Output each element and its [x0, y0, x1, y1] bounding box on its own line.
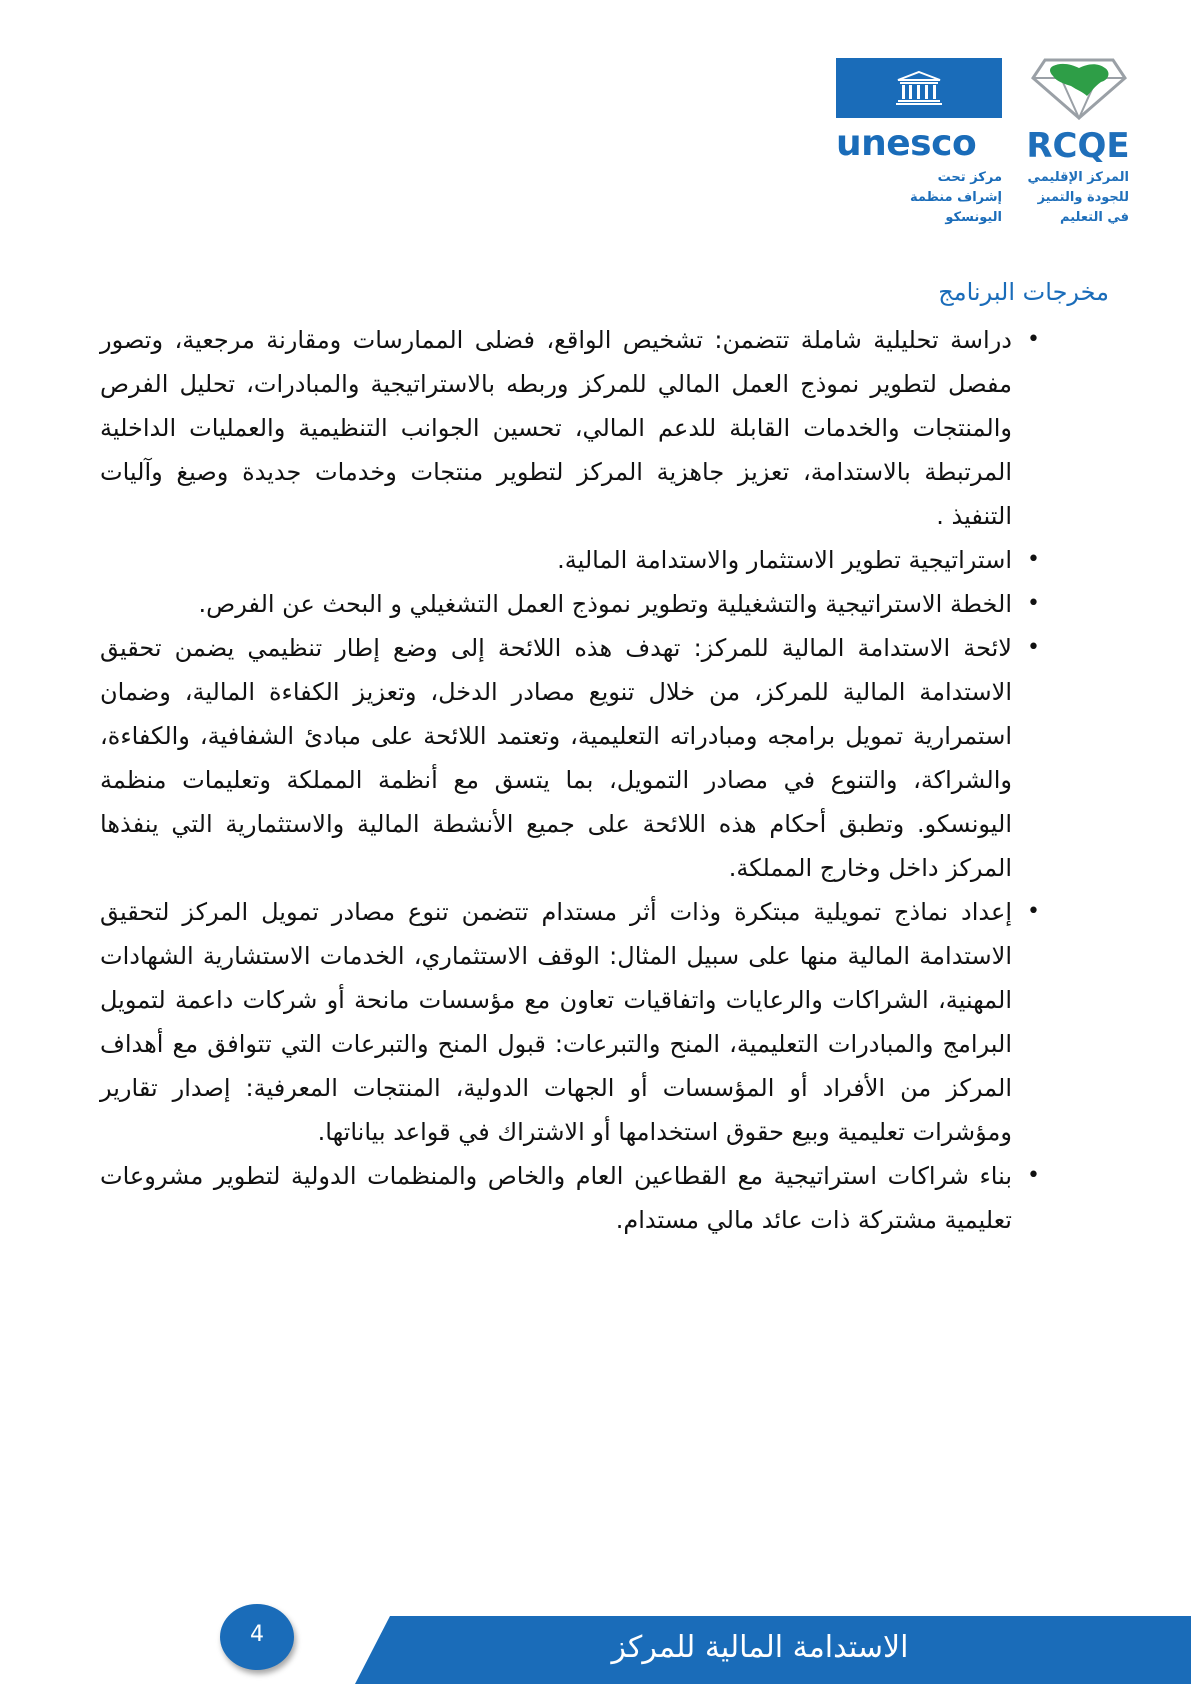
rcqe-title: RCQE [1026, 126, 1130, 166]
unesco-line: إشراف منظمة [909, 190, 1002, 205]
unesco-logo [836, 58, 1006, 228]
rcqe-logo [1023, 52, 1133, 227]
unesco-subtitle [902, 168, 1002, 228]
list-item: • لائحة الاستدامة المالية للمركز: تهدف هذه اللائحة إلى وضع إطار تنظيمي يضمن تحقيق الاستدامة المالية للمركز، من خلال تنويع مصادر الدخل، وتعزيز الكفاءة المالية، وضمان استمرارية تمويل برامجه ومبادراته التعليمية، وتعتمد اللائحة على مبادئ الشفافية، والكفاءة، والشراكة، والتنوع في مصادر التمويل، بما يتسق مع أنظمة المملكة وتعليمات منظمة اليونسكو. وتطبق أحكام هذه اللائحة على جميع الأنشطة المالية والاستثمارية التي ينفذها المركز داخل وخارج المملكة. [100, 626, 1012, 890]
rcqe-line: للجودة والتميز [1037, 190, 1129, 205]
rcqe-line: في التعليم [1060, 210, 1129, 225]
list-item: • بناء شراكات استراتيجية مع القطاعين العام والخاص والمنظمات الدولية لتطوير مشروعات تعليمية مشتركة ذات عائد مالي مستدام. [100, 1154, 1012, 1242]
rcqe-line: المركز الإقليمي [1027, 170, 1129, 185]
unesco-line: اليونسكو [945, 210, 1002, 225]
unesco-emblem-box [836, 58, 1002, 118]
rcqe-subtitle [1019, 168, 1129, 228]
footer-title: الاستدامة المالية للمركز [611, 1630, 909, 1665]
page-number-badge: 4 [220, 1604, 294, 1670]
list-item: • دراسة تحليلية شاملة تتضمن: تشخيص الواقع، فضلى الممارسات ومقارنة مرجعية، وتصور مفصل لتطوير نموذج العمل المالي للمركز وربطه بالاستراتيجية والمبادرات، تحليل الفرص والمنتجات والخدمات القابلة للدعم المالي، تحسين الجوانب التنظيمية والعمليات الداخلية المرتبطة بالاستدامة، تعزيز جاهزية المركز لتطوير منتجات وخدمات جديدة وصيغ وآليات التنفيذ . [100, 318, 1012, 538]
unesco-wordmark: unesco [836, 123, 977, 164]
unesco-line: مركز تحت [937, 170, 1002, 185]
list-item: • إعداد نماذج تمويلية مبتكرة وذات أثر مستدام تتضمن تنوع مصادر تمويل المركز لتحقيق الاستدامة المالية منها على سبيل المثال: الوقف الاستثماري، الخدمات الاستشارية الشهادات المهنية، الشراكات والرعايات واتفاقيات تعاون مع مؤسسات مانحة أو شركات داعمة لتمويل البرامج والمبادرات التعليمية، المنح والتبرعات: قبول المنح والتبرعات التي تتوافق مع أهداف المركز من الأفراد أو المؤسسات أو الجهات الدولية، المنتجات المعرفية: إصدار تقارير ومؤشرات تعليمية وبيع حقوق استخدامها أو الاشتراك في قواعد بياناتها. [100, 890, 1012, 1154]
rcqe-diamond-map-icon [1031, 56, 1127, 120]
list-item: • استراتيجية تطوير الاستثمار والاستدامة المالية. [100, 538, 1012, 582]
outputs-list-container [100, 318, 1050, 1242]
unesco-temple-icon [894, 70, 944, 106]
section-title: مخرجات البرنامج [938, 278, 1109, 306]
outputs-list [100, 318, 1050, 1242]
list-item: • الخطة الاستراتيجية والتشغيلية وتطوير نموذج العمل التشغيلي و البحث عن الفرص. [100, 582, 1012, 626]
